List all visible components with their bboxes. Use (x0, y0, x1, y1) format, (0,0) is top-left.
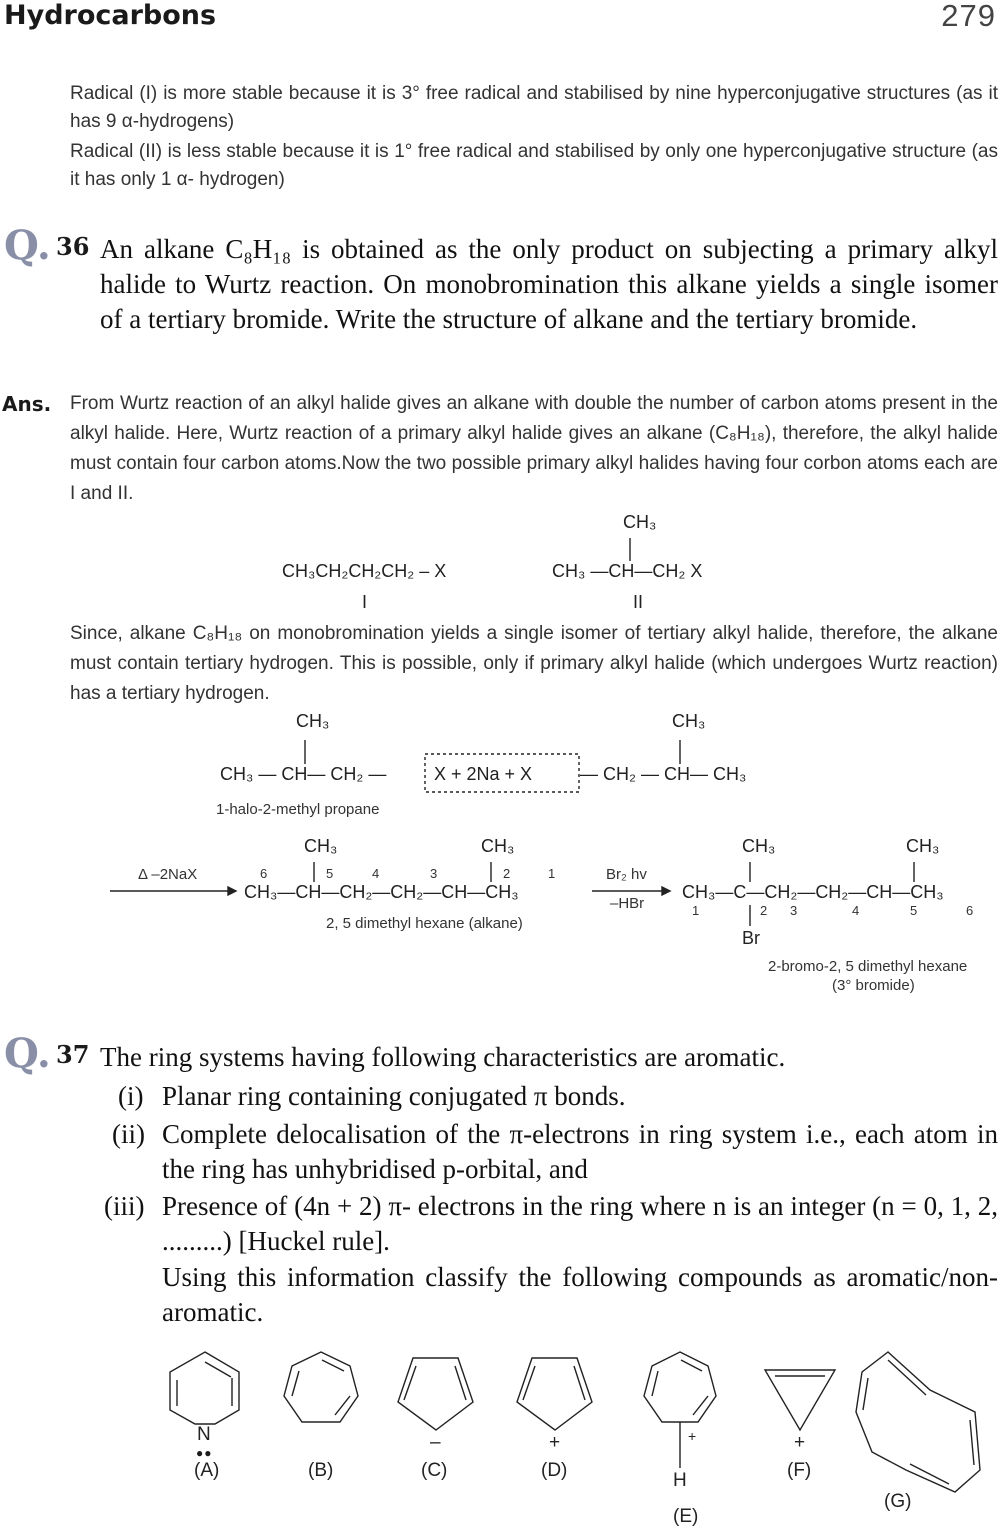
alkane-carbon-number: 3 (430, 866, 438, 881)
arrow-2-bottom-label: –HBr (610, 895, 645, 912)
compound-charge: + (549, 1432, 561, 1453)
answer-paragraph-2: Since, alkane C₈H₁₈ on monobromination yields a single isomer of tertiary alkyl halide, therefore, the alkane must contain tertiary hydrogen. This is possible, only if primary alkyl halide (which undergoes Wurtz reaction) has a tertiary hydrogen. (70, 623, 998, 704)
structure-I-label: I (362, 592, 368, 612)
item-text: Complete delocalisation of the π-electrons in ring system i.e., each atom in the ring has unhybridised p-orbital, and (162, 1119, 998, 1184)
item-number: (i) (118, 1081, 144, 1111)
bromide-carbon-number: 5 (910, 903, 918, 918)
cyclopropenyl-cation-ring-icon (765, 1370, 835, 1430)
structure-II-methyl: CH₃ (623, 512, 657, 532)
compound-A-atom: N (197, 1424, 211, 1445)
tropylium-ring-icon (644, 1352, 716, 1468)
compound-label: (C) (421, 1460, 448, 1481)
compound-label: (G) (884, 1491, 912, 1512)
compound-label: (A) (194, 1460, 220, 1481)
arrow-1-label: Δ –2NaX (138, 866, 198, 883)
alkane-methyl-1: CH₃ (304, 836, 338, 856)
bromide-methyl-1: CH₃ (742, 836, 776, 856)
wurtz-left-chain: CH₃ — CH— CH₂ — (220, 764, 387, 784)
compound-charge: + (688, 1428, 697, 1444)
compound-charge: + (794, 1432, 806, 1453)
arrow-2-top-label: Br₂ hv (606, 866, 647, 883)
question-mark-36: Q. (4, 222, 51, 269)
wurtz-right-chain: — CH₂ — CH— CH₃ (580, 764, 747, 784)
question-number-36: 36 (56, 232, 90, 261)
alkane-chain: CH₃—CH—CH₂—CH₂—CH—CH₃ (244, 882, 519, 902)
cyclopentadienyl-anion-ring-icon (398, 1358, 473, 1430)
question-mark-37: Q. (4, 1030, 51, 1077)
bromide-carbon-number: 6 (966, 903, 974, 918)
bromide-carbon-number: 3 (790, 903, 798, 918)
alkane-carbon-number: 2 (503, 866, 511, 881)
alkane-methyl-2: CH₃ (481, 836, 515, 856)
structure-II-label: II (633, 592, 644, 612)
bromide-br-atom: Br (742, 928, 760, 948)
alkane-carbon-number: 5 (326, 866, 334, 881)
compound-label: (D) (541, 1460, 568, 1481)
page-number: 279 (941, 0, 996, 33)
item-number: (ii) (112, 1119, 145, 1149)
intro-paragraph-1: Radical (I) is more stable because it is 3° free radical and stabilised by nine hyperconjugative structures (as it has 9 α-hydrogens) (70, 83, 998, 132)
alkane-carbon-number: 1 (548, 866, 556, 881)
item-number: (iii) (104, 1191, 145, 1221)
arrow-1-head (228, 887, 236, 895)
question-number-37: 37 (56, 1040, 90, 1069)
bromide-methyl-2: CH₃ (906, 836, 940, 856)
answer-label: Ans. (2, 392, 52, 416)
wurtz-box-reagents: X + 2Na + X (434, 764, 533, 784)
instruction-text: Using this information classify the following compounds as aromatic/non-aromatic. (162, 1262, 998, 1327)
bromide-carbon-number: 2 (760, 903, 768, 918)
wurtz-caption: 1-halo-2-methyl propane (216, 801, 380, 818)
bromide-carbon-number: 1 (692, 903, 700, 918)
intro-paragraph-2: Radical (II) is less stable because it is 1° free radical and stabilised by only one hyperconjugative structure (as it has only 1 α- hydrogen) (70, 141, 998, 190)
chapter-title: Hydrocarbons (4, 0, 217, 31)
structure-I-formula: CH₃CH₂CH₂CH₂ – X (282, 561, 447, 581)
compound-label: (E) (673, 1506, 699, 1527)
alkane-carbon-number: 6 (260, 866, 268, 881)
structure-II-formula: CH₃ —CH—CH₂ X (552, 561, 703, 581)
compound-charge: – (430, 1432, 441, 1453)
compound-E-atom: H (673, 1470, 687, 1491)
bromide-carbon-number: 4 (852, 903, 860, 918)
question-37-intro: The ring systems having following characteristics are aromatic. (100, 1042, 786, 1072)
compound-label: (B) (308, 1460, 334, 1481)
arrow-2-head (662, 887, 670, 895)
bromide-chain: CH₃—C—CH₂—CH₂—CH—CH₃ (682, 882, 944, 902)
reagent-box (425, 754, 579, 792)
alkane-caption: 2, 5 dimethyl hexane (alkane) (326, 915, 523, 932)
bromide-caption-2: (3° bromide) (832, 977, 915, 994)
compound-label: (F) (787, 1460, 812, 1481)
lone-pair-icon: ●● (196, 1446, 213, 1460)
alkane-carbon-number: 4 (372, 866, 380, 881)
item-text: Presence of (4n + 2) π- electrons in the ring where n is an integer (n = 0, 1, 2, .........) [Huckel rule]. (162, 1191, 998, 1256)
cyclopentadienyl-cation-ring-icon (517, 1358, 592, 1430)
cyclodecapentaene-ring-icon (856, 1352, 980, 1492)
item-text: Planar ring containing conjugated π bonds. (162, 1081, 626, 1111)
bromide-caption-1: 2-bromo-2, 5 dimethyl hexane (768, 958, 968, 975)
pyridine-ring-icon (170, 1352, 239, 1424)
answer-paragraph-1: From Wurtz reaction of an alkyl halide gives an alkane with double the number of carbon atoms present in the alkyl halide. Here, Wurtz reaction of a primary alkyl halide gives an alkane (C₈H₁₈), therefore, the alkyl halide must contain four carbon atoms.Now the two possible primary alkyl halides having four corbon atoms each are I and II. (70, 393, 998, 504)
wurtz-left-methyl: CH₃ (296, 711, 330, 731)
cycloheptatriene-ring-icon (284, 1352, 358, 1422)
wurtz-right-methyl: CH₃ (672, 711, 706, 731)
question-36-text: An alkane C₈H₁₈ is obtained as the only product on subjecting a primary alkyl halide to Wurtz reaction. On monobromination this alkane yields a single isomer of a tertiary bromide. Write the structure of alkane and the tertiary bromide. (100, 234, 998, 334)
